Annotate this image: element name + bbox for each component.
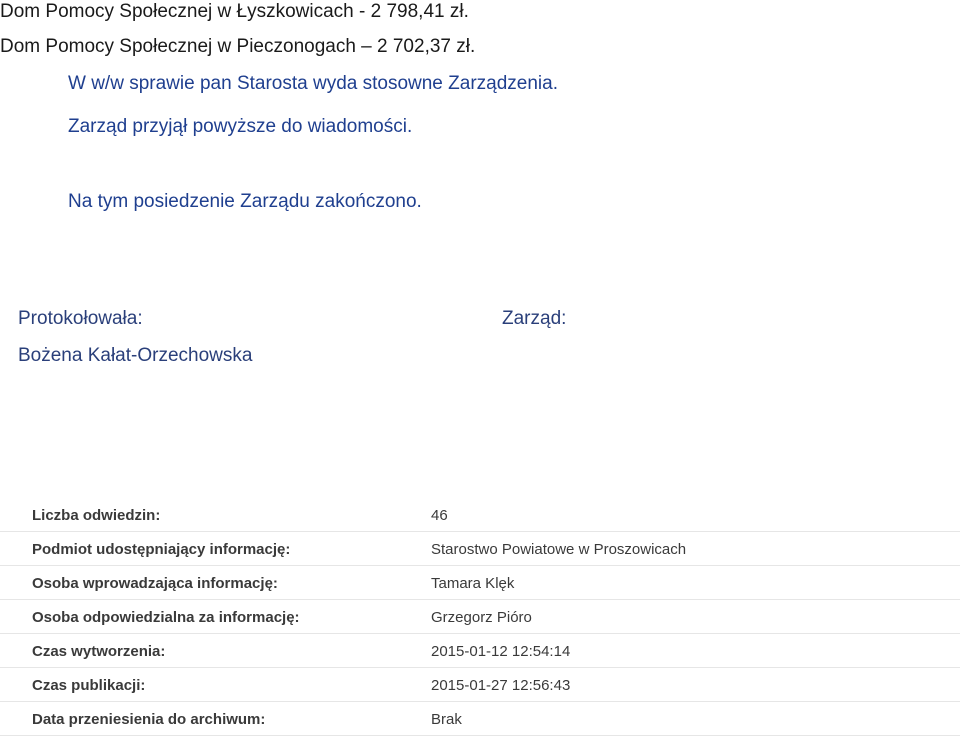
metadata-row-archived <box>0 702 960 736</box>
text-line-lyszkowice: Dom Pomocy Społecznej w Łyszkowicach - 2 798,41 zł. <box>0 1 469 22</box>
text-line-closing: Na tym posiedzenie Zarządu zakończono. <box>68 191 422 212</box>
metadata-label: Podmiot udostępniający informację: <box>32 541 291 558</box>
recorder-label: Protokołowała: <box>18 308 143 329</box>
metadata-row-visits <box>0 498 960 532</box>
metadata-label: Czas publikacji: <box>32 677 146 694</box>
metadata-row-published <box>0 668 960 702</box>
metadata-value: 2015-01-27 12:56:43 <box>431 677 571 694</box>
recorder-name: Bożena Kałat-Orzechowska <box>18 345 253 366</box>
metadata-row-entered-by <box>0 566 960 600</box>
text-line-pieczonogi: Dom Pomocy Społecznej w Pieczonogach – 2 702,37 zł. <box>0 36 476 57</box>
metadata-value: Starostwo Powiatowe w Proszowicach <box>431 541 687 558</box>
metadata-label: Osoba odpowiedzialna za informację: <box>32 609 300 626</box>
metadata-value: Grzegorz Pióro <box>431 609 532 626</box>
metadata-value: Tamara Klęk <box>431 575 515 592</box>
board-label: Zarząd: <box>502 308 567 329</box>
metadata-value: 46 <box>431 507 448 524</box>
metadata-row-created <box>0 634 960 668</box>
metadata-table <box>0 498 960 736</box>
text-line-zarzad-przyjal: Zarząd przyjął powyższe do wiadomości. <box>68 116 413 137</box>
metadata-row-publisher <box>0 532 960 566</box>
metadata-value: 2015-01-12 12:54:14 <box>431 643 571 660</box>
metadata-label: Czas wytworzenia: <box>32 643 166 660</box>
metadata-label: Liczba odwiedzin: <box>32 507 161 524</box>
metadata-label: Data przeniesienia do archiwum: <box>32 711 266 728</box>
metadata-label: Osoba wprowadzająca informację: <box>32 575 278 592</box>
text-line-starosta: W w/w sprawie pan Starosta wyda stosowne Zarządzenia. <box>68 73 558 94</box>
metadata-value: Brak <box>431 711 462 728</box>
metadata-row-responsible <box>0 600 960 634</box>
